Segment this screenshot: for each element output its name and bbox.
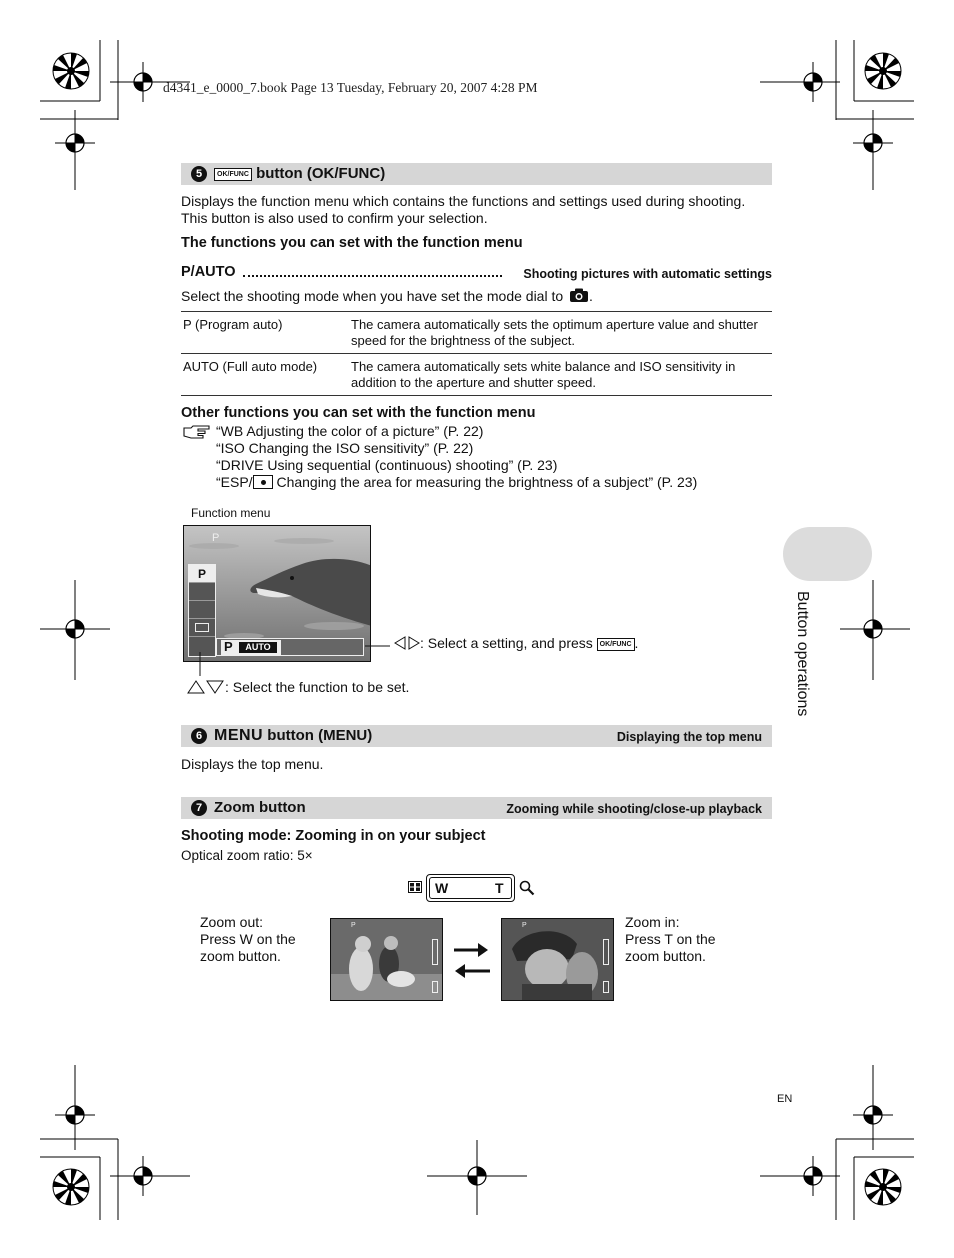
ok-func-icon: OK/FUNC [214, 168, 252, 181]
up-down-arrow-icon [187, 680, 225, 694]
mode-name: AUTO (Full auto mode) [181, 354, 349, 396]
reference-list [216, 423, 697, 491]
zoom-w-label: W [435, 880, 449, 896]
section-number: 5 [191, 166, 207, 182]
screen-menu-item [189, 583, 215, 601]
section-number: 6 [191, 728, 207, 744]
pauto-line [181, 264, 772, 282]
section-6-right: Displaying the top menu [616, 730, 762, 744]
shooting-modes-table [181, 311, 772, 396]
shooting-mode-heading: Shooting mode: Zooming in on your subject [181, 828, 486, 844]
leader-dots [243, 275, 502, 277]
mode-desc: The camera automatically sets white balance and ISO sensitivity in addition to the aperture and shutter speed. [349, 354, 772, 396]
camera-icon [569, 288, 589, 303]
left-right-arrow-icon [394, 636, 420, 650]
section-7-title: Zoom button [214, 799, 306, 816]
children-photo-wide [331, 919, 443, 1001]
table-row [181, 354, 772, 396]
function-menu-caption: Function menu [191, 506, 271, 520]
section-7-bar [181, 797, 772, 819]
zoom-out-text: Zoom out: Press W on the zoom button. [200, 914, 296, 964]
section-6-description: Displays the top menu. [181, 756, 324, 772]
list-item: “WB Adjusting the color of a picture” (P. 22) [216, 423, 484, 439]
callout-up-down: : Select the function to be set. [187, 679, 409, 696]
magnifier-icon [519, 880, 535, 896]
section-number: 7 [191, 800, 207, 816]
zoom-t-label: T [495, 880, 504, 896]
zoom-out-thumbnail: P [330, 918, 443, 1001]
list-item: “ISO Changing the ISO sensitivity” (P. 22) [216, 440, 474, 456]
zoom-lever [426, 874, 515, 902]
screen-setting-bar: P AUTO [216, 638, 364, 656]
zoom-indicator [603, 939, 609, 965]
mode-name: P (Program auto) [181, 312, 349, 354]
zoom-direction-arrows [452, 938, 492, 978]
section-5-description: Displays the function menu which contains the functions and settings used during shooting. This button is also used to confirm your selection. [181, 193, 746, 226]
other-functions-heading: Other functions you can set with the function menu [181, 405, 536, 421]
zoom-in-text: Zoom in: Press T on the zoom button. [625, 914, 716, 964]
book-header-line: d4341_e_0000_7.book Page 13 Tuesday, February 20, 2007 4:28 PM [163, 80, 538, 95]
ok-func-icon: OK/FUNC [597, 638, 635, 651]
language-code: EN [777, 1093, 793, 1105]
section-5-title: OK/FUNC button (OK/FUNC) [214, 165, 385, 182]
grid-view-icon [408, 881, 422, 893]
section-7-right: Zooming while shooting/close-up playback [506, 802, 762, 816]
section-5-bar [181, 163, 772, 185]
pauto-right: Shooting pictures with automatic settings [523, 267, 772, 281]
select-mode-text: Select the shooting mode when you have set the mode dial to . [181, 288, 593, 304]
section-6-bar [181, 725, 772, 747]
callout-left-right: : Select a setting, and press OK/FUNC . [394, 635, 638, 652]
chapter-tab-label: Button operations [794, 591, 811, 717]
functions-heading: The functions you can set with the function menu [181, 235, 523, 251]
chapter-tab [783, 527, 872, 581]
zoom-indicator [432, 939, 438, 965]
children-photo-close [502, 919, 614, 1001]
pauto-label: P/AUTO [181, 264, 236, 280]
zoom-in-thumbnail: P [501, 918, 614, 1001]
screen-mode-indicator: P [212, 532, 220, 544]
optical-zoom-ratio: Optical zoom ratio: 5× [181, 848, 313, 863]
pointing-hand-icon [183, 424, 211, 440]
list-item: “DRIVE Using sequential (continuous) shooting” (P. 23) [216, 457, 558, 473]
screen-menu-item-p: P [189, 565, 215, 583]
section-6-title: MENU button (MENU) [214, 727, 373, 744]
mode-desc: The camera automatically sets the optimum aperture value and shutter speed for the brightness of the subject. [349, 312, 772, 354]
table-row [181, 312, 772, 354]
list-item: “ESP/ Changing the area for measuring the brightness of a subject” (P. 23) [216, 474, 698, 490]
spot-metering-icon [253, 475, 273, 489]
screen-menu-item [189, 601, 215, 619]
